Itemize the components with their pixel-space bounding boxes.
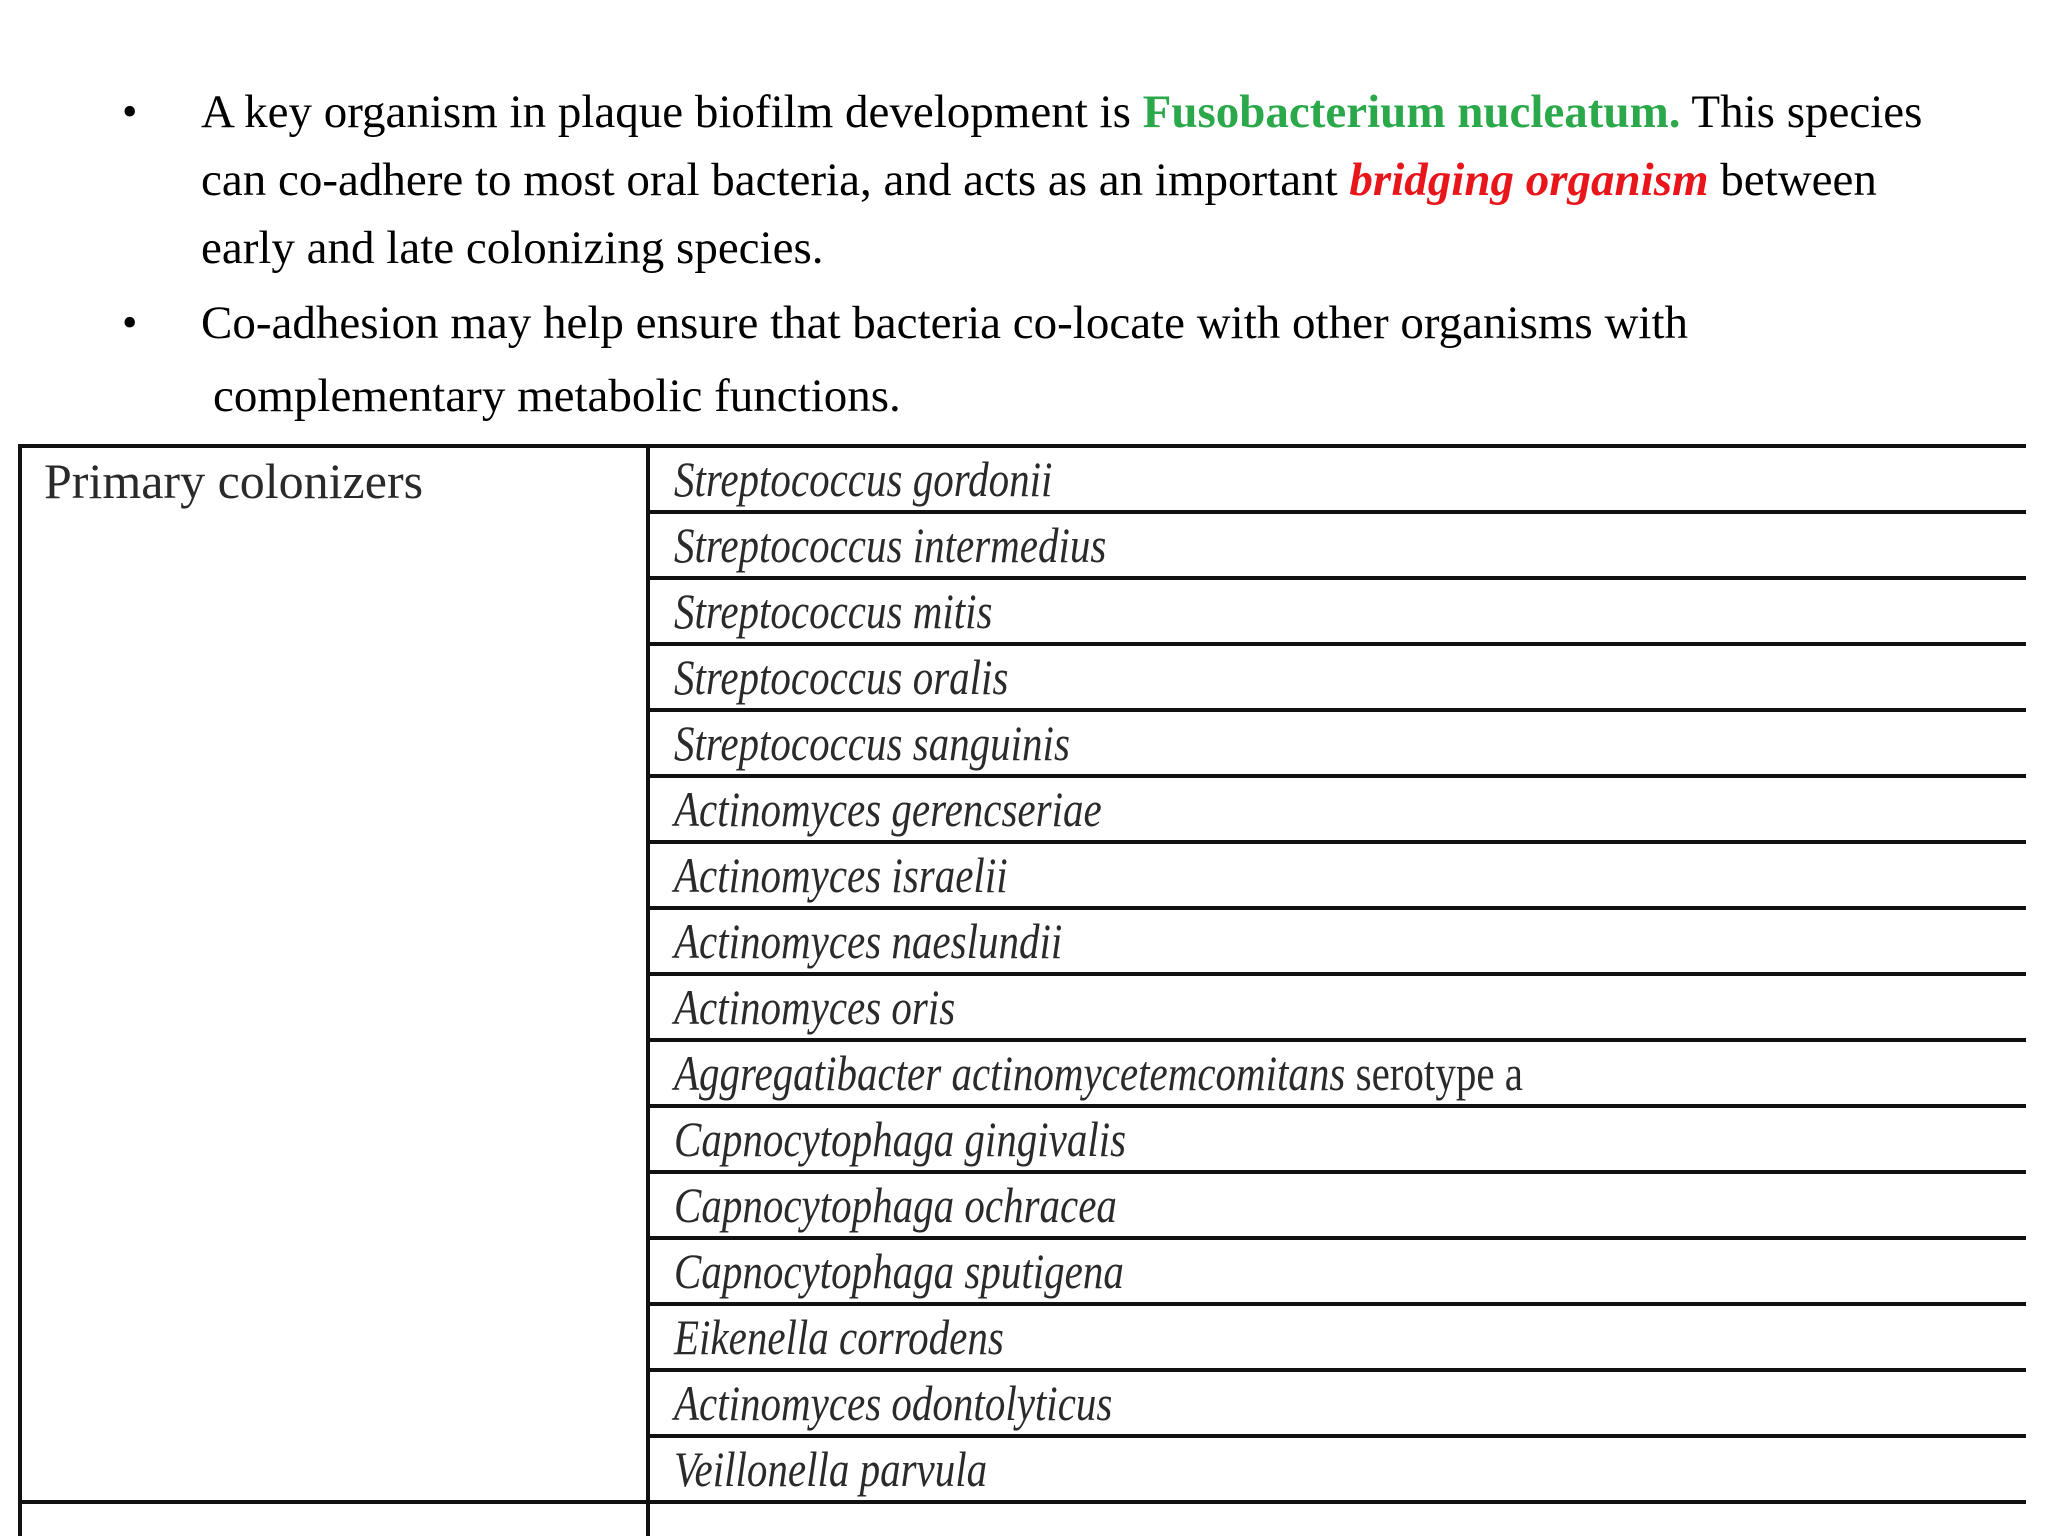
group-label-primary-colonizers: Primary colonizers bbox=[20, 446, 648, 1502]
table-row bbox=[20, 446, 2026, 512]
fusobacterium-highlight: Fusobacterium nucleatum. bbox=[1142, 86, 1681, 138]
species-name: Veillonella parvula bbox=[674, 1441, 988, 1497]
bullet-2-line1: Co-adhesion may help ensure that bacteria co-locate with other organisms with bbox=[201, 297, 1689, 349]
bullet-1-part1: A key organism in plaque biofilm development is bbox=[201, 86, 1143, 138]
next-species-cell bbox=[648, 1502, 2026, 1536]
bridging-organism-highlight: bridging organism bbox=[1349, 154, 1709, 206]
species-name: Streptococcus mitis bbox=[674, 583, 993, 639]
species-name: Actinomyces oris bbox=[674, 979, 956, 1035]
species-cell bbox=[648, 446, 2026, 512]
table-row-next-group bbox=[20, 1502, 2026, 1536]
species-name: Capnocytophaga gingivalis bbox=[674, 1111, 1127, 1167]
species-name: Streptococcus sanguinis bbox=[674, 715, 1070, 771]
species-cell bbox=[648, 842, 2026, 908]
species-name: Actinomyces israelii bbox=[674, 847, 1008, 903]
bullet-text-2 bbox=[201, 289, 1961, 430]
colonizers-table-container bbox=[18, 444, 2026, 1536]
bullet-1-part3: between early and late colonizing species. bbox=[201, 154, 1877, 274]
species-cell bbox=[648, 776, 2026, 842]
bullet-text-1 bbox=[201, 78, 1961, 282]
species-cell bbox=[648, 1172, 2026, 1238]
species-cell bbox=[648, 974, 2026, 1040]
species-name: Eikenella corrodens bbox=[674, 1309, 1004, 1365]
species-name: Actinomyces odontolyticus bbox=[674, 1375, 1113, 1431]
species-cell bbox=[648, 1370, 2026, 1436]
species-cell bbox=[648, 644, 2026, 710]
species-cell bbox=[648, 1040, 2026, 1106]
bullet-2-line2: complementary metabolic functions. bbox=[213, 370, 901, 422]
bullet-1-part2: This species can co-adhere to most oral bacteria, and acts as an important bbox=[201, 86, 1923, 206]
colonizers-table-body bbox=[20, 446, 2026, 1536]
bullet-marker: • bbox=[122, 298, 138, 347]
serotype-label: serotype a bbox=[1345, 1045, 1523, 1101]
colonizers-table bbox=[18, 444, 2026, 1536]
species-name: Streptococcus oralis bbox=[674, 649, 1009, 705]
species-cell bbox=[648, 1238, 2026, 1304]
species-name: Capnocytophaga sputigena bbox=[674, 1243, 1124, 1299]
species-name: Aggregatibacter actinomycetemcomitans bbox=[674, 1045, 1346, 1101]
species-cell bbox=[648, 1304, 2026, 1370]
species-name: Streptococcus intermedius bbox=[674, 517, 1107, 573]
species-name-with-serotype bbox=[674, 1044, 1523, 1102]
species-cell bbox=[648, 512, 2026, 578]
species-name: Actinomyces gerencseriae bbox=[674, 781, 1102, 837]
bullet-marker: • bbox=[122, 87, 138, 136]
species-cell bbox=[648, 710, 2026, 776]
species-cell bbox=[648, 908, 2026, 974]
species-cell bbox=[648, 1106, 2026, 1172]
species-cell bbox=[648, 578, 2026, 644]
species-name: Capnocytophaga ochracea bbox=[674, 1177, 1117, 1233]
species-name: Actinomyces naeslundii bbox=[674, 913, 1063, 969]
species-name: Streptococcus gordonii bbox=[674, 451, 1053, 507]
species-cell bbox=[648, 1436, 2026, 1502]
next-group-cell bbox=[20, 1502, 648, 1536]
